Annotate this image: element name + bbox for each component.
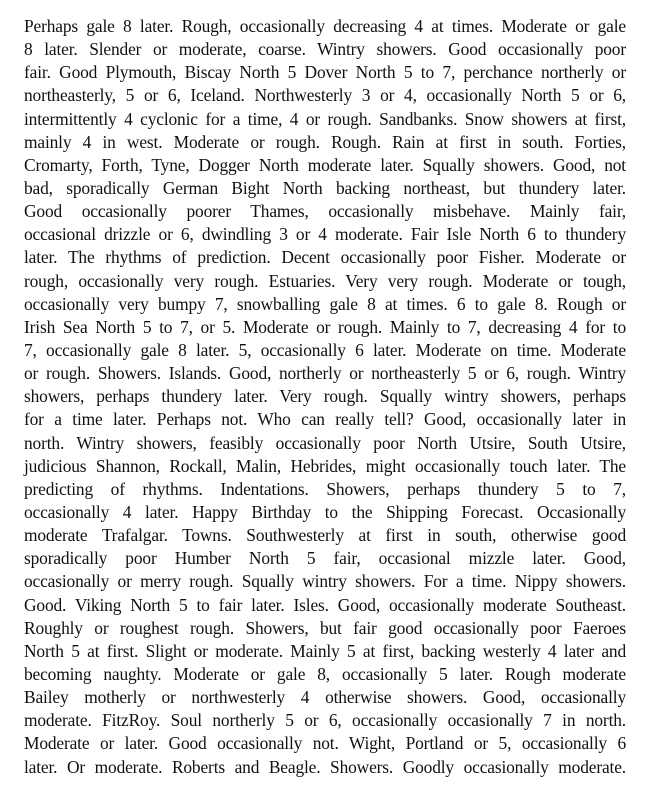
text-line: north. Wintry showers, feasibly occasionally poor North Utsire, South Utsire,	[24, 432, 626, 453]
text-line: showers, perhaps thundery later. Very rough. Squally wintry showers, perhaps	[24, 386, 626, 407]
text-line: Cromarty, Forth, Tyne, Dogger North moderate later. Squally showers. Good, not	[24, 154, 626, 175]
document-body	[24, 15, 626, 779]
text-line: 7, occasionally gale 8 later. 5, occasionally 6 later. Moderate on time. Moderate	[24, 339, 626, 360]
text-line: mainly 4 in west. Moderate or rough. Rough. Rain at first in south. Forties,	[24, 131, 626, 152]
text-line: predicting of rhythms. Indentations. Showers, perhaps thundery 5 to 7,	[24, 478, 626, 499]
text-line: fair. Good Plymouth, Biscay North 5 Dover North 5 to 7, perchance northerly or	[24, 62, 626, 83]
text-line: bad, sporadically German Bight North backing northeast, but thundery later.	[24, 177, 626, 198]
text-line: for a time later. Perhaps not. Who can really tell? Good, occasionally later in	[24, 409, 626, 430]
text-line: Good occasionally poorer Thames, occasionally misbehave. Mainly fair,	[24, 201, 626, 222]
text-line: becoming naughty. Moderate or gale 8, occasionally 5 later. Rough moderate	[24, 663, 626, 684]
text-line: judicious Shannon, Rockall, Malin, Hebrides, might occasionally touch later. The	[24, 455, 626, 476]
text-line: occasionally very bumpy 7, snowballing gale 8 at times. 6 to gale 8. Rough or	[24, 293, 626, 314]
text-line: or rough. Showers. Islands. Good, northerly or northeasterly 5 or 6, rough. Wintry	[24, 363, 626, 384]
text-line: sporadically poor Humber North 5 fair, occasional mizzle later. Good,	[24, 548, 626, 569]
text-line: later. Or moderate. Roberts and Beagle. Showers. Goodly occasionally moderate.	[24, 756, 626, 777]
text-line: Irish Sea North 5 to 7, or 5. Moderate or rough. Mainly to 7, decreasing 4 for to	[24, 316, 626, 337]
text-line: Good. Viking North 5 to fair later. Isles. Good, occasionally moderate Southeast.	[24, 594, 626, 615]
text-line: Roughly or roughest rough. Showers, but fair good occasionally poor Faeroes	[24, 617, 626, 638]
text-line: northeasterly, 5 or 6, Iceland. Northwesterly 3 or 4, occasionally North 5 or 6,	[24, 85, 626, 106]
text-line: occasional drizzle or 6, dwindling 3 or 4 moderate. Fair Isle North 6 to thundery	[24, 224, 626, 245]
text-line: moderate Trafalgar. Towns. Southwesterly at first in south, otherwise good	[24, 525, 626, 546]
text-line: 8 later. Slender or moderate, coarse. Wintry showers. Good occasionally poor	[24, 39, 626, 60]
text-line: later. The rhythms of prediction. Decent occasionally poor Fisher. Moderate or	[24, 247, 626, 268]
text-line: Bailey motherly or northwesterly 4 otherwise showers. Good, occasionally	[24, 687, 626, 708]
text-line: occasionally 4 later. Happy Birthday to the Shipping Forecast. Occasionally	[24, 501, 626, 522]
text-line: North 5 at first. Slight or moderate. Mainly 5 at first, backing westerly 4 later and	[24, 640, 626, 661]
text-line: rough, occasionally very rough. Estuaries. Very very rough. Moderate or tough,	[24, 270, 626, 291]
forecast-paragraph	[24, 15, 626, 779]
text-line: intermittently 4 cyclonic for a time, 4 or rough. Sandbanks. Snow showers at first,	[24, 108, 626, 129]
text-line: Perhaps gale 8 later. Rough, occasionally decreasing 4 at times. Moderate or gale	[24, 16, 626, 36]
text-line: occasionally or merry rough. Squally wintry showers. For a time. Nippy showers.	[24, 571, 626, 592]
text-line: Moderate or later. Good occasionally not. Wight, Portland or 5, occasionally 6	[24, 733, 626, 754]
text-line: moderate. FitzRoy. Soul northerly 5 or 6, occasionally occasionally 7 in north.	[24, 710, 626, 731]
